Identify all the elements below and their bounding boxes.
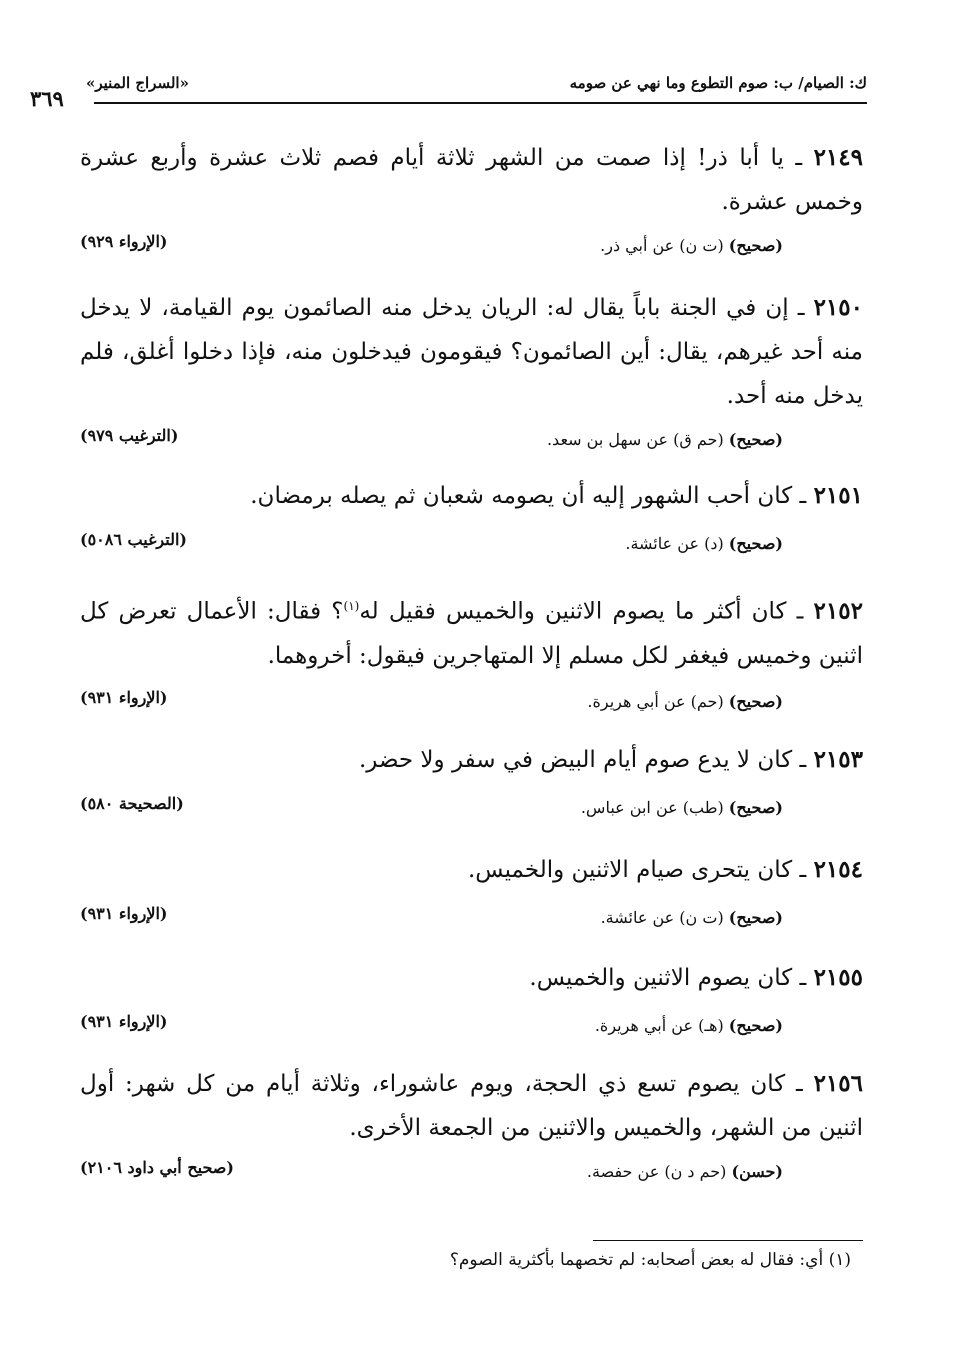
hadith-number: ٢١٥٦ bbox=[813, 1070, 863, 1097]
chapter-title: ك: الصيام/ ب: صوم التطوع وما نهي عن صومه bbox=[569, 74, 867, 92]
header-rule bbox=[94, 102, 867, 104]
hadith-text: ٢١٥٠ ـ إن في الجنة باباً يقال له: الريان يدخل منه الصائمون يوم القيامة، لا يدخل منه أحد غيرهم، يقال: أين الصائمون؟ فيقومون فيدخلون منه، فإذا دخلوا أغلق، فلم يدخل منه أحد. bbox=[80, 294, 863, 409]
hadith-grade: (صحيح) bbox=[728, 236, 783, 255]
hadith-2153 bbox=[80, 738, 863, 822]
hadith-body: كان يصوم تسع ذي الحجة، ويوم عاشوراء، وثلاثة أيام من كل شهر: أول اثنين من الشهر، والخميس والاثنين من الجمعة الأخرى. bbox=[80, 1071, 863, 1141]
hadith-grade-source bbox=[625, 534, 783, 553]
hadith-number: ٢١٥٥ bbox=[813, 964, 863, 991]
hadith-grade: (صحيح) bbox=[728, 798, 783, 817]
hadith-number: ٢١٥٣ bbox=[813, 746, 863, 773]
hadith-source: (ت ن) عن أبي ذر. bbox=[600, 236, 724, 255]
hadith-source-line bbox=[80, 688, 863, 716]
hadith-reference: (الصحيحة ٥٨٠) bbox=[80, 794, 184, 813]
hadith-reference: (صحيح أبي داود ٢١٠٦) bbox=[80, 1158, 234, 1177]
hadith-text: ٢١٥٤ ـ كان يتحرى صيام الاثنين والخميس. bbox=[467, 856, 863, 883]
hadith-grade-source bbox=[547, 430, 783, 449]
hadith-text: ٢١٥٥ ـ كان يصوم الاثنين والخميس. bbox=[529, 964, 863, 991]
hadith-grade-source bbox=[601, 908, 783, 927]
hadith-grade: (صحيح) bbox=[728, 908, 783, 927]
hadith-grade-source bbox=[581, 798, 783, 817]
footnote-number: (١) bbox=[828, 1250, 851, 1270]
hadith-source-line bbox=[80, 794, 863, 822]
hadith-2149 bbox=[80, 136, 863, 260]
hadith-body: إن في الجنة باباً يقال له: الريان يدخل منه الصائمون يوم القيامة، لا يدخل منه أحد غيرهم، يقال: أين الصائمون؟ فيقومون فيدخلون منه، فإذا دخلوا أغلق، فلم يدخل منه أحد. bbox=[80, 295, 863, 409]
hadith-grade-source bbox=[600, 236, 783, 255]
hadith-source: (حم) عن أبي هريرة. bbox=[587, 691, 724, 711]
hadith-text: ٢١٥٦ ـ كان يصوم تسع ذي الحجة، ويوم عاشوراء، وثلاثة أيام من كل شهر: أول اثنين من الشهر، والخميس والاثنين من الجمعة الأخرى. bbox=[80, 1070, 863, 1141]
hadith-grade-source bbox=[595, 1016, 783, 1035]
hadith-2154 bbox=[80, 848, 863, 932]
hadith-body: كان يتحرى صيام الاثنين والخميس. bbox=[467, 857, 793, 883]
hadith-grade: (صحيح) bbox=[728, 430, 783, 449]
footnote-text: أي: فقال له بعض أصحابه: لم تخصهما بأكثرية الصوم؟ bbox=[449, 1250, 824, 1270]
book-title: «السراج المنير» bbox=[86, 74, 189, 92]
hadith-source: (حم ق) عن سهل بن سعد. bbox=[546, 430, 724, 449]
hadith-grade: (صحيح) bbox=[728, 534, 783, 553]
hadith-2156 bbox=[80, 1062, 863, 1186]
hadith-body: كان أحب الشهور إليه أن يصومه شعبان ثم يصله برمضان. bbox=[250, 483, 793, 509]
hadith-reference: (الترغيب ٩٧٩) bbox=[80, 426, 179, 445]
hadith-grade-source bbox=[587, 1162, 783, 1181]
hadith-reference: (الإرواء ٩٣١) bbox=[80, 904, 168, 923]
hadith-text: ٢١٥٣ ـ كان لا يدع صوم أيام البيض في سفر ولا حضر. bbox=[358, 746, 863, 773]
hadith-number: ٢١٥٤ bbox=[813, 856, 863, 883]
hadith-number: ٢١٤٩ bbox=[813, 144, 863, 171]
hadith-2152 bbox=[80, 584, 863, 716]
hadith-number: ٢١٥١ bbox=[813, 482, 863, 509]
hadith-reference: (الإرواء ٩٢٩) bbox=[80, 232, 168, 251]
hadith-grade-source bbox=[587, 692, 783, 711]
hadith-number: ٢١٥٠ bbox=[813, 294, 863, 321]
hadith-source: (د) عن عائشة. bbox=[625, 534, 724, 553]
running-header bbox=[86, 74, 867, 100]
hadith-source-line bbox=[80, 1012, 863, 1040]
hadith-source-line bbox=[80, 426, 863, 454]
hadith-source: (هـ) عن أبي هريرة. bbox=[594, 1016, 724, 1035]
hadith-source-line bbox=[80, 232, 863, 260]
hadith-source-line bbox=[80, 530, 863, 558]
hadith-2150 bbox=[80, 286, 863, 454]
hadith-body-end: ؟ فقال: الأعمال تعرض كل اثنين وخميس فيغفر لكل مسلم إلا المتهاجرين فيقول: أخروهما. bbox=[80, 598, 863, 669]
hadith-grade: (صحيح) bbox=[728, 1016, 783, 1035]
hadith-source-line bbox=[80, 1158, 863, 1186]
hadith-text: ٢١٥١ ـ كان أحب الشهور إليه أن يصومه شعبان ثم يصله برمضان. bbox=[250, 482, 863, 509]
page-number: ٣٦٩ bbox=[30, 86, 64, 111]
hadith-body: كان يصوم الاثنين والخميس. bbox=[529, 965, 793, 991]
hadith-reference: (الترغيب ٥٠٨٦) bbox=[80, 530, 187, 549]
hadith-body: كان لا يدع صوم أيام البيض في سفر ولا حضر. bbox=[358, 747, 793, 773]
hadith-source: (طب) عن ابن عباس. bbox=[580, 798, 724, 817]
hadith-text: ٢١٤٩ ـ يا أبا ذر! إذا صمت من الشهر ثلاثة أيام فصم ثلاث عشرة وأربع عشرة وخمس عشرة. bbox=[80, 144, 863, 215]
footnote-rule bbox=[593, 1240, 863, 1241]
footnote-marker[interactable]: (١) bbox=[343, 599, 360, 613]
hadith-body-start: كان أكثر ما يصوم الاثنين والخميس فقيل له bbox=[359, 598, 787, 625]
hadith-number: ٢١٥٢ bbox=[813, 597, 863, 625]
hadith-reference: (الإرواء ٩٣١) bbox=[80, 687, 168, 707]
footnote bbox=[450, 1250, 851, 1270]
hadith-reference: (الإرواء ٩٣١) bbox=[80, 1012, 168, 1031]
hadith-grade: (صحيح) bbox=[728, 691, 783, 711]
hadith-2151 bbox=[80, 474, 863, 558]
hadith-2155 bbox=[80, 956, 863, 1040]
hadith-body: يا أبا ذر! إذا صمت من الشهر ثلاثة أيام فصم ثلاث عشرة وأربع عشرة وخمس عشرة. bbox=[80, 145, 863, 215]
hadith-source: (حم د ن) عن حفصة. bbox=[586, 1162, 727, 1181]
hadith-grade: (حسن) bbox=[731, 1162, 783, 1181]
hadith-source-line bbox=[80, 904, 863, 932]
hadith-source: (ت ن) عن عائشة. bbox=[600, 908, 724, 927]
hadith-text: ٢١٥٢ ـ كان أكثر ما يصوم الاثنين والخميس فقيل له$^{(١)}$؟ فقال: الأعمال تعرض كل اثنين وخميس فيغفر لكل مسلم إلا المتهاجرين فيقول: أخروهما. bbox=[80, 597, 863, 669]
